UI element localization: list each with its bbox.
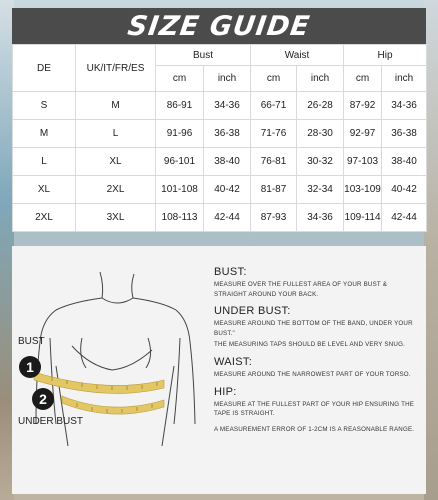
under-bust-text: MEASURE AROUND THE BOTTOM OF THE BAND, UNDER YOUR BUST."	[214, 320, 413, 337]
table-cell: 40-42	[382, 176, 427, 204]
table-cell: 71-76	[251, 120, 297, 148]
under-bust-heading: UNDER BUST:	[214, 305, 291, 318]
unit-cell: cm	[251, 66, 297, 92]
table-cell: 2XL	[13, 204, 76, 232]
table-cell: 92-97	[344, 120, 382, 148]
measurement-instructions	[214, 266, 420, 440]
table-cell: 36-38	[382, 120, 427, 148]
header-de: DE	[13, 45, 76, 92]
table-cell: 26-28	[297, 92, 344, 120]
table-cell: M	[13, 120, 76, 148]
table-cell: 66-71	[251, 92, 297, 120]
waist-heading: WAIST:	[214, 356, 253, 369]
unit-cell: inch	[204, 66, 251, 92]
table-row	[13, 92, 427, 120]
header-bust: Bust	[156, 45, 251, 66]
header-waist: Waist	[251, 45, 344, 66]
table-cell: 86-91	[156, 92, 204, 120]
table-row	[13, 120, 427, 148]
under-bust-text-2: THE MEASURING TAPS SHOULD BE LEVEL AND VERY SNUG.	[214, 341, 406, 349]
table-cell: XL	[13, 176, 76, 204]
table-cell: 32-34	[297, 176, 344, 204]
measurement-guide-panel	[12, 246, 426, 494]
table-cell: 40-42	[204, 176, 251, 204]
under-bust-label: UNDER BUST	[18, 416, 84, 427]
table-cell: 109-114	[344, 204, 382, 232]
hip-text: MEASURE AT THE FULLEST PART OF YOUR HIP ENSURING THE TAPE IS STRAIGHT.	[214, 400, 415, 418]
table-row	[13, 204, 427, 232]
table-cell: 34-36	[204, 92, 251, 120]
table-cell: 34-36	[297, 204, 344, 232]
table-cell: L	[13, 148, 76, 176]
table-cell: 91-96	[156, 120, 204, 148]
table-cell: 97-103	[344, 148, 382, 176]
under-bust-tape	[62, 396, 164, 414]
table-row	[13, 148, 427, 176]
hip-heading: HIP:	[214, 385, 237, 398]
page-title: SIZE GUIDE	[125, 10, 313, 42]
unit-cell: cm	[156, 66, 204, 92]
marker-2: 2	[32, 388, 54, 410]
size-table-container	[12, 44, 426, 232]
table-cell: 38-40	[204, 148, 251, 176]
table-cell: S	[13, 92, 76, 120]
table-row	[13, 176, 427, 204]
table-cell: L	[76, 120, 156, 148]
bust-heading: BUST:	[214, 266, 247, 278]
table-cell: 108-113	[156, 204, 204, 232]
table-cell: 103-109	[344, 176, 382, 204]
torso-illustration	[12, 246, 212, 494]
table-cell: 34-36	[382, 92, 427, 120]
table-cell: XL	[76, 148, 156, 176]
marker-1: 1	[19, 356, 41, 378]
table-cell: 42-44	[382, 204, 427, 232]
unit-cell: inch	[297, 66, 344, 92]
table-cell: 101-108	[156, 176, 204, 204]
table-cell: 28-30	[297, 120, 344, 148]
header-uk: UK/IT/FR/ES	[76, 45, 156, 92]
table-cell: 30-32	[297, 148, 344, 176]
size-table	[12, 44, 427, 232]
title-banner	[12, 8, 426, 44]
table-cell: 76-81	[251, 148, 297, 176]
table-cell: 36-38	[204, 120, 251, 148]
table-cell: 81-87	[251, 176, 297, 204]
table-header-row	[13, 45, 427, 66]
table-cell: 96-101	[156, 148, 204, 176]
bust-tape	[34, 372, 164, 393]
bust-text: MEASURE OVER THE FULLEST AREA OF YOUR BUST & STRAIGHT AROUND YOUR BACK.	[214, 281, 388, 298]
header-hip: Hip	[344, 45, 427, 66]
error-note: A MEASUREMENT ERROR OF 1-2CM IS A REASONABLE RANGE.	[214, 425, 415, 433]
table-cell: 3XL	[76, 204, 156, 232]
table-cell: 87-93	[251, 204, 297, 232]
unit-cell: inch	[382, 66, 427, 92]
unit-cell: cm	[344, 66, 382, 92]
waist-text: MEASURE AROUND THE NARROWEST PART OF YOUR TORSO.	[214, 371, 411, 379]
bust-label: BUST	[18, 336, 45, 347]
table-cell: 42-44	[204, 204, 251, 232]
table-cell: 2XL	[76, 176, 156, 204]
table-cell: 38-40	[382, 148, 427, 176]
table-cell: 87-92	[344, 92, 382, 120]
table-cell: M	[76, 92, 156, 120]
